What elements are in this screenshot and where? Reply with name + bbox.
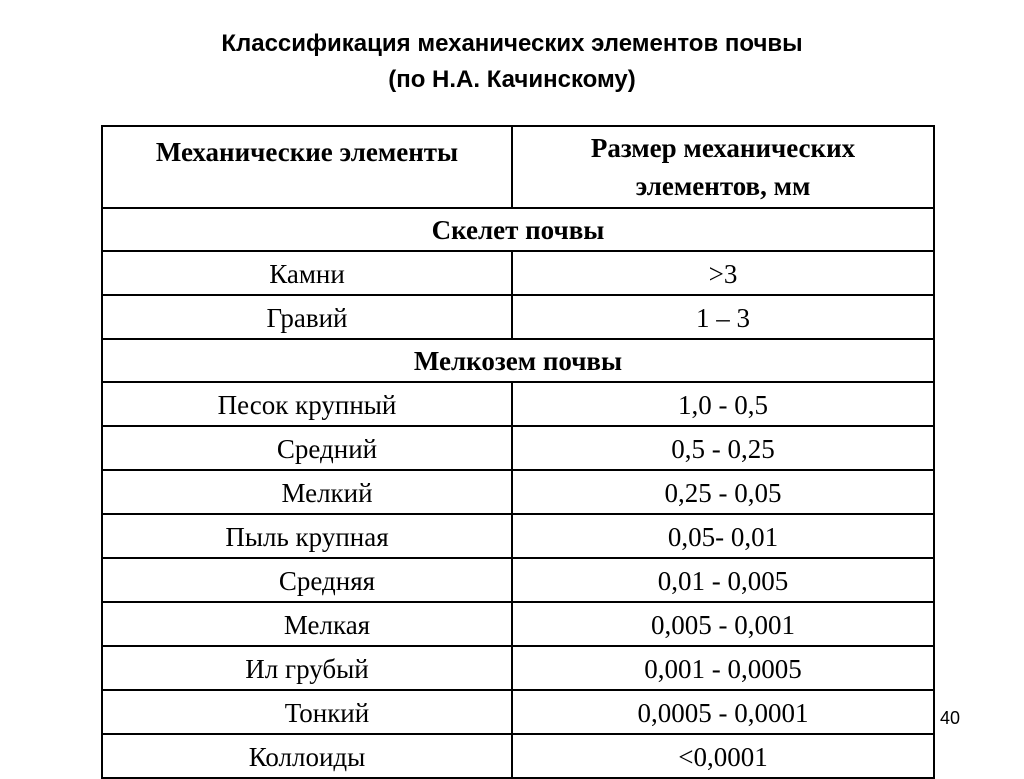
table-row xyxy=(102,602,934,646)
table-row xyxy=(102,646,934,690)
element-name-cell: Пыль крупная xyxy=(102,514,512,558)
table-row xyxy=(102,251,934,295)
slide-title xyxy=(0,26,1024,98)
page-number: 40 xyxy=(940,708,961,728)
element-name-cell: Мелкий xyxy=(102,470,512,514)
element-name-cell: Средний xyxy=(102,426,512,470)
element-size-cell: 0,05- 0,01 xyxy=(512,514,934,558)
element-size-cell: 0,01 - 0,005 xyxy=(512,558,934,602)
element-size-cell: 0,005 - 0,001 xyxy=(512,602,934,646)
header-element-size xyxy=(512,126,934,208)
table-row xyxy=(102,514,934,558)
element-name-cell: Ил грубый xyxy=(102,646,512,690)
section-title: Мелкозем почвы xyxy=(102,339,934,382)
element-name-cell: Камни xyxy=(102,251,512,295)
element-size-cell: 1 – 3 xyxy=(512,295,934,339)
table-row xyxy=(102,558,934,602)
element-size-cell: 0,0005 - 0,0001 xyxy=(512,690,934,734)
section-title: Скелет почвы xyxy=(102,208,934,251)
element-size-cell: <0,0001 xyxy=(512,734,934,778)
section-row xyxy=(102,208,934,251)
element-name-cell: Средняя xyxy=(102,558,512,602)
table-row xyxy=(102,382,934,426)
element-size-cell: 1,0 - 0,5 xyxy=(512,382,934,426)
table-header-row xyxy=(102,126,934,208)
title-line-2: (по Н.А. Качинскому) xyxy=(388,66,636,93)
element-size-cell: 0,25 - 0,05 xyxy=(512,470,934,514)
title-line-1: Классификация механических элементов почвы xyxy=(221,30,803,57)
element-name-cell: Гравий xyxy=(102,295,512,339)
element-name-cell: Песок крупный xyxy=(102,382,512,426)
element-size-cell: >3 xyxy=(512,251,934,295)
element-name-cell: Мелкая xyxy=(102,602,512,646)
table-row xyxy=(102,426,934,470)
element-size-cell: 0,5 - 0,25 xyxy=(512,426,934,470)
element-name-cell: Коллоиды xyxy=(102,734,512,778)
table-row xyxy=(102,734,934,778)
element-name-cell: Тонкий xyxy=(102,690,512,734)
header-size-line-1: Размер механических xyxy=(590,133,856,163)
soil-classification-table xyxy=(101,125,935,779)
section-row xyxy=(102,339,934,382)
header-size-line-2: элементов, мм xyxy=(635,171,811,201)
header-mechanical-elements: Механические элементы xyxy=(102,126,512,208)
table-row xyxy=(102,470,934,514)
table-row xyxy=(102,690,934,734)
element-size-cell: 0,001 - 0,0005 xyxy=(512,646,934,690)
table-row xyxy=(102,295,934,339)
